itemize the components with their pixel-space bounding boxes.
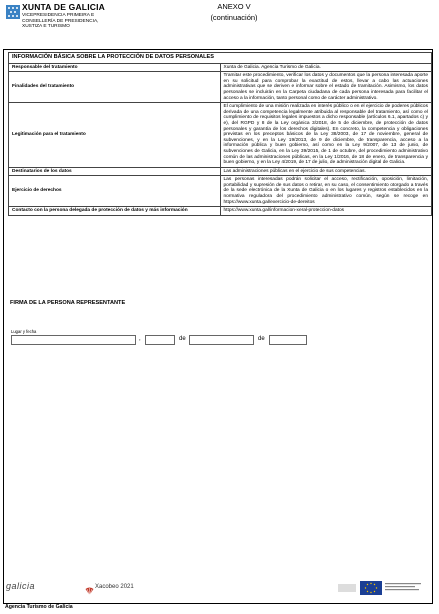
row-value: https://www.xunta.gal/informacion-xeral-proteccion-datos bbox=[220, 207, 432, 216]
row-value: Las personas interesadas podrán solicitar el acceso, rectificación, oposición, limitación, portabilidad y supresión de sus datos o retirar, en su caso, el consentimiento otorgado a través de la sede electrónica de la Xunta de Galicia o en los lugares y registros establecidos en la normativa reguladora del procedimiento administrativo común, según se recoge en https://www.xunta.gal/exercicio-de-dereitos bbox=[220, 176, 432, 207]
de-label-2: de bbox=[258, 336, 265, 342]
row-label: Finalidades del tratamiento bbox=[9, 72, 221, 103]
de-label-1: de bbox=[179, 336, 186, 342]
galicia-logo bbox=[6, 581, 35, 591]
table-row bbox=[9, 207, 432, 216]
org-title: XUNTA DE GALICIA bbox=[22, 2, 106, 12]
table-row bbox=[9, 167, 432, 176]
xunta-logo-icon bbox=[6, 5, 20, 19]
data-protection-table bbox=[8, 52, 432, 216]
year-field[interactable] bbox=[269, 335, 307, 345]
annex-title: ANEXO V bbox=[217, 2, 251, 11]
row-label: Responsable del tratamiento bbox=[9, 63, 221, 72]
footer-org: Agencia Turismo de Galicia bbox=[5, 604, 73, 610]
table-row bbox=[9, 63, 432, 72]
row-value: Las administraciones públicas en el ejercicio de sus competencias. bbox=[220, 167, 432, 176]
org-line-3: XUSTIZA E TURISMO bbox=[22, 24, 70, 29]
signature-title: FIRMA DE LA PERSONA REPRESENTANTE bbox=[10, 300, 126, 306]
table-row bbox=[9, 176, 432, 207]
galicia-logo-text: galicia bbox=[6, 581, 36, 591]
month-field[interactable] bbox=[189, 335, 254, 345]
day-field[interactable] bbox=[145, 335, 175, 345]
table-header-row bbox=[9, 53, 432, 64]
row-label: Ejercicio de derechos bbox=[9, 176, 221, 207]
table-row bbox=[9, 72, 432, 103]
row-label: Contacto con la persona delegada de protección de datos y más información bbox=[9, 207, 221, 216]
row-value: El cumplimiento de una misión realizada en interés público o en el ejercicio de poderes públicos derivada de una competencia legalmente atribuida al responsable del tratamiento, así como el cumplimiento de requisitos legales impuestos a dicho responsable (artículos 6.1, apartados c) y e), del RGPD y 8 de la Ley orgánica 3/2018, de 5 de diciembre, de protección de datos personales y garantía de los derechos digitales). En concreto, la competencia y obligaciones previstas en los preceptos básicos de la Ley 38/2003, de 17 de noviembre, general de subvenciones, y en la Ley 19/2013, de 9 de diciembre, de transparencia, acceso a la información pública y buen gobierno, así como en la Ley 9/2007, de 13 de junio, de subvenciones de Galicia, en la Ley 39/2015, de 1 de octubre, del procedimiento administrativo común de las administraciones públicas, en la Ley 1/2016, de 18 de enero, de transparencia y buen gobierno, y en la Ley 4/2019, de 17 de julio, de administración digital de Galicia. bbox=[220, 103, 432, 168]
data-protection-heading: INFORMACIÓN BÁSICA SOBRE LA PROTECCIÓN DE DATOS PERSONALES bbox=[9, 53, 432, 64]
annex-subtitle: (continuación) bbox=[210, 13, 258, 22]
row-label: Destinatarios de los datos bbox=[9, 167, 221, 176]
place-date-label: Lugar y fecha bbox=[11, 329, 37, 334]
row-value: Tramitar este procedimiento, verificar los datos y documentos que la persona interesada aporte en su solicitud para comprobar la exactitud de estos, llevar a cabo las actuaciones administrativas que se deriven e informar sobre el estado de tramitación. Asimismo, los datos personales se incluirán en la Carpeta ciudadana de cada persona interesada para facilitar el acceso a la información, tanto personal como de carácter administrativo. bbox=[220, 72, 432, 103]
comma-separator: , bbox=[139, 336, 141, 342]
table-row bbox=[9, 103, 432, 168]
org-line-1: VICEPRESIDENCIA PRIMEIRA E bbox=[22, 13, 95, 18]
xacobeo-shell-icon bbox=[85, 583, 94, 601]
org-line-2: CONSELLERÍA DE PRESIDENCIA, bbox=[22, 18, 99, 24]
eu-funding-logo bbox=[338, 580, 428, 598]
place-field[interactable] bbox=[11, 335, 136, 345]
xacobeo-logo: Xacobeo 2021 bbox=[95, 584, 134, 590]
row-value: Xunta de Galicia. Agencia Turismo de Galicia. bbox=[220, 63, 432, 72]
row-label: Legitimación para el tratamiento bbox=[9, 103, 221, 168]
